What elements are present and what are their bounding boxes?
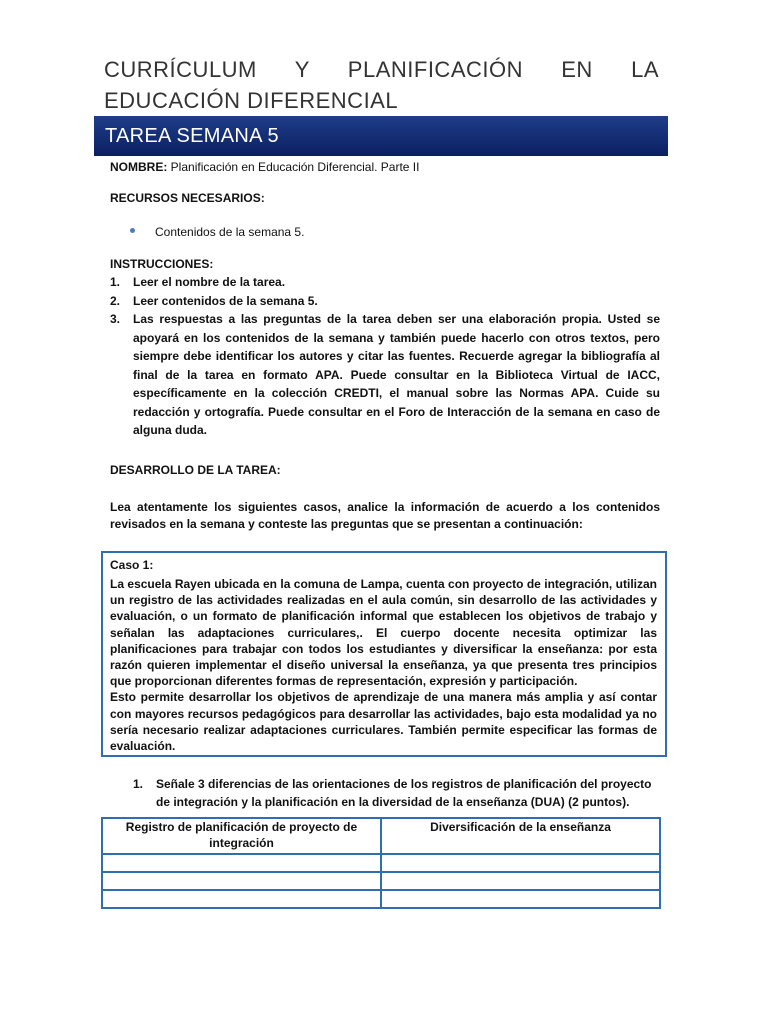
instruction-step-3 <box>110 310 660 440</box>
instrucciones-heading: INSTRUCCIONES: <box>110 257 214 271</box>
step-number: 3. <box>110 312 121 326</box>
document-title-line1: CURRÍCULUM Y PLANIFICACIÓN EN LA <box>104 57 659 82</box>
question-text: Señale 3 diferencias de las orientaciones de los registros de planificación del proyecto de integración y la planificación en la diversidad de la enseñanza (DUA) (2 puntos). <box>156 777 652 809</box>
answer-cell[interactable] <box>102 854 381 872</box>
desarrollo-intro: Lea atentamente los siguientes casos, analice la información de acuerdo a los contenidos revisados en la semana y conteste las preguntas que se presentan a continuación: <box>110 500 660 531</box>
case-1-paragraph-2: Esto permite desarrollar los objetivos de aprendizaje de una manera más amplia y así contar con mayores recursos pedagógicos para desarrollar las actividades, bajo esta modalidad ya no sería necesario realizar adaptaciones curriculares. También permite especificar las formas de evaluación. <box>110 690 657 754</box>
table-row <box>102 854 660 872</box>
answer-table <box>101 817 661 909</box>
desarrollo-heading: DESARROLLO DE LA TAREA: <box>110 463 281 477</box>
answer-cell[interactable] <box>381 854 660 872</box>
answer-cell[interactable] <box>102 872 381 890</box>
bullet-icon <box>130 228 135 233</box>
nombre-label: NOMBRE: <box>110 160 168 174</box>
nombre-value: Planificación en Educación Diferencial. Parte II <box>170 160 420 174</box>
case-1-paragraph-1: La escuela Rayen ubicada en la comuna de Lampa, cuenta con proyecto de integración, utilizan un registro de las actividades realizadas en el aula común, sin desarrollo de las actividades y evaluación, o un formato de planificación informal que establecen los objetivos de trabajo y señalan las adaptaciones curriculares,. El cuerpo docente necesita optimizar las planificaciones para trabajar con todos los estudiantes y diversificar la enseñanza: por esta razón quieren implementar el diseño universal la enseñanza, ya que presenta tres principios que proporcionan diferentes formas de representación, expresión y participación. <box>110 577 657 689</box>
question-number: 1. <box>133 777 144 791</box>
instruction-step-1 <box>110 273 660 292</box>
case-1-box <box>101 551 667 757</box>
case-1-title: Caso 1: <box>110 558 154 572</box>
recursos-item-text: Contenidos de la semana 5. <box>155 225 305 239</box>
recursos-heading: RECURSOS NECESARIOS: <box>110 191 265 205</box>
step-text: Las respuestas a las preguntas de la tarea deben ser una elaboración propia. Usted se apoyará en los contenidos de la semana y también puede hacerlo con otros textos, pero siempre debe identificar los autores y citar las fuentes. Recuerde agregar la bibliografía al final de la tarea en formato APA. Puede consultar en la Biblioteca Virtual de IACC, específicamente en la colección CREDTI, el manual sobre las Normas APA. Cuide su redacción y ortografía. Puede consultar en el Foro de Interacción de la semana en caso de alguna duda. <box>133 312 660 437</box>
instrucciones-list <box>110 273 660 440</box>
answer-cell[interactable] <box>102 890 381 908</box>
step-number: 1. <box>110 275 121 289</box>
step-number: 2. <box>110 293 121 308</box>
step-text: Leer el nombre de la tarea. <box>133 275 286 289</box>
section-banner: TAREA SEMANA 5 <box>94 116 668 156</box>
column-header-registro: Registro de planificación de proyecto de integración <box>102 818 381 854</box>
step-text: Leer contenidos de la semana 5. <box>133 293 318 308</box>
instruction-step-2 <box>110 292 660 311</box>
nombre-line <box>110 158 660 177</box>
column-header-diversificacion: Diversificación de la enseñanza <box>381 818 660 854</box>
answer-table-header-row <box>102 818 660 854</box>
table-row <box>102 890 660 908</box>
table-row <box>102 872 660 890</box>
answer-cell[interactable] <box>381 872 660 890</box>
document-title-line2: EDUCACIÓN DIFERENCIAL <box>104 88 399 113</box>
question-1 <box>133 776 661 811</box>
answer-cell[interactable] <box>381 890 660 908</box>
document-title <box>104 54 659 116</box>
